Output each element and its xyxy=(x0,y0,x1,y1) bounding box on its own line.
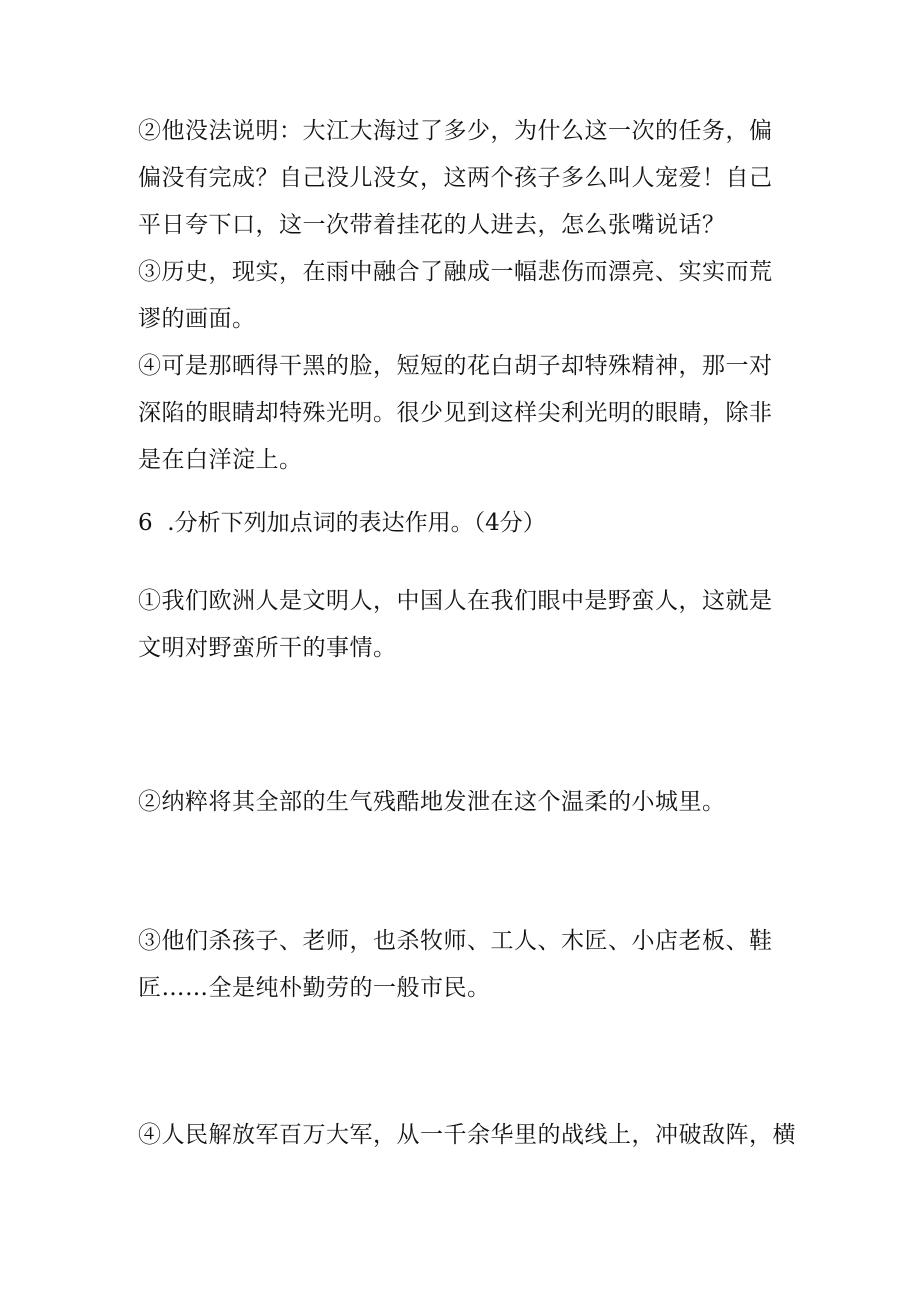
question-6-item-1: ①我们欧洲人是文明人，中国人在我们眼中是野蛮人，这就是文明对野蛮所干的事情。 xyxy=(138,588,773,661)
question-6-item-3: ③他们杀孩子、老师，也杀牧师、工人、木匠、小店老板、鞋匠……全是纯朴勤劳的一般市民。 xyxy=(138,928,773,1001)
question-6-item-2: ②纳粹将其全部的生气残酷地发泄在这个温柔的小城里。 xyxy=(138,789,726,815)
reading-item-4: ④可是那晒得干黑的脸，短短的花白胡子却特殊精神，那一对深陷的眼睛却特殊光明。很少见到这样尖利光明的眼睛，除非是在白洋淀上。 xyxy=(138,353,773,473)
reading-item-3: ③历史，现实，在雨中融合了融成一幅悲伤而漂亮、实实而荒谬的画面。 xyxy=(138,259,773,332)
question-6-title: 6 .分析下列加点词的表达作用。（4分） xyxy=(138,510,546,536)
question-6-item-4: ④人民解放军百万大军，从一千余华里的战线上，冲破敌阵，横 xyxy=(138,1122,796,1148)
reading-item-2: ②他没法说明：大江大海过了多少，为什么这一次的任务，偏偏没有完成？自己没儿没女，这两个孩子多么叫人宠爱！自己平日夸下口，这一次带着挂花的人进去，怎么张嘴说话？ xyxy=(138,118,773,238)
